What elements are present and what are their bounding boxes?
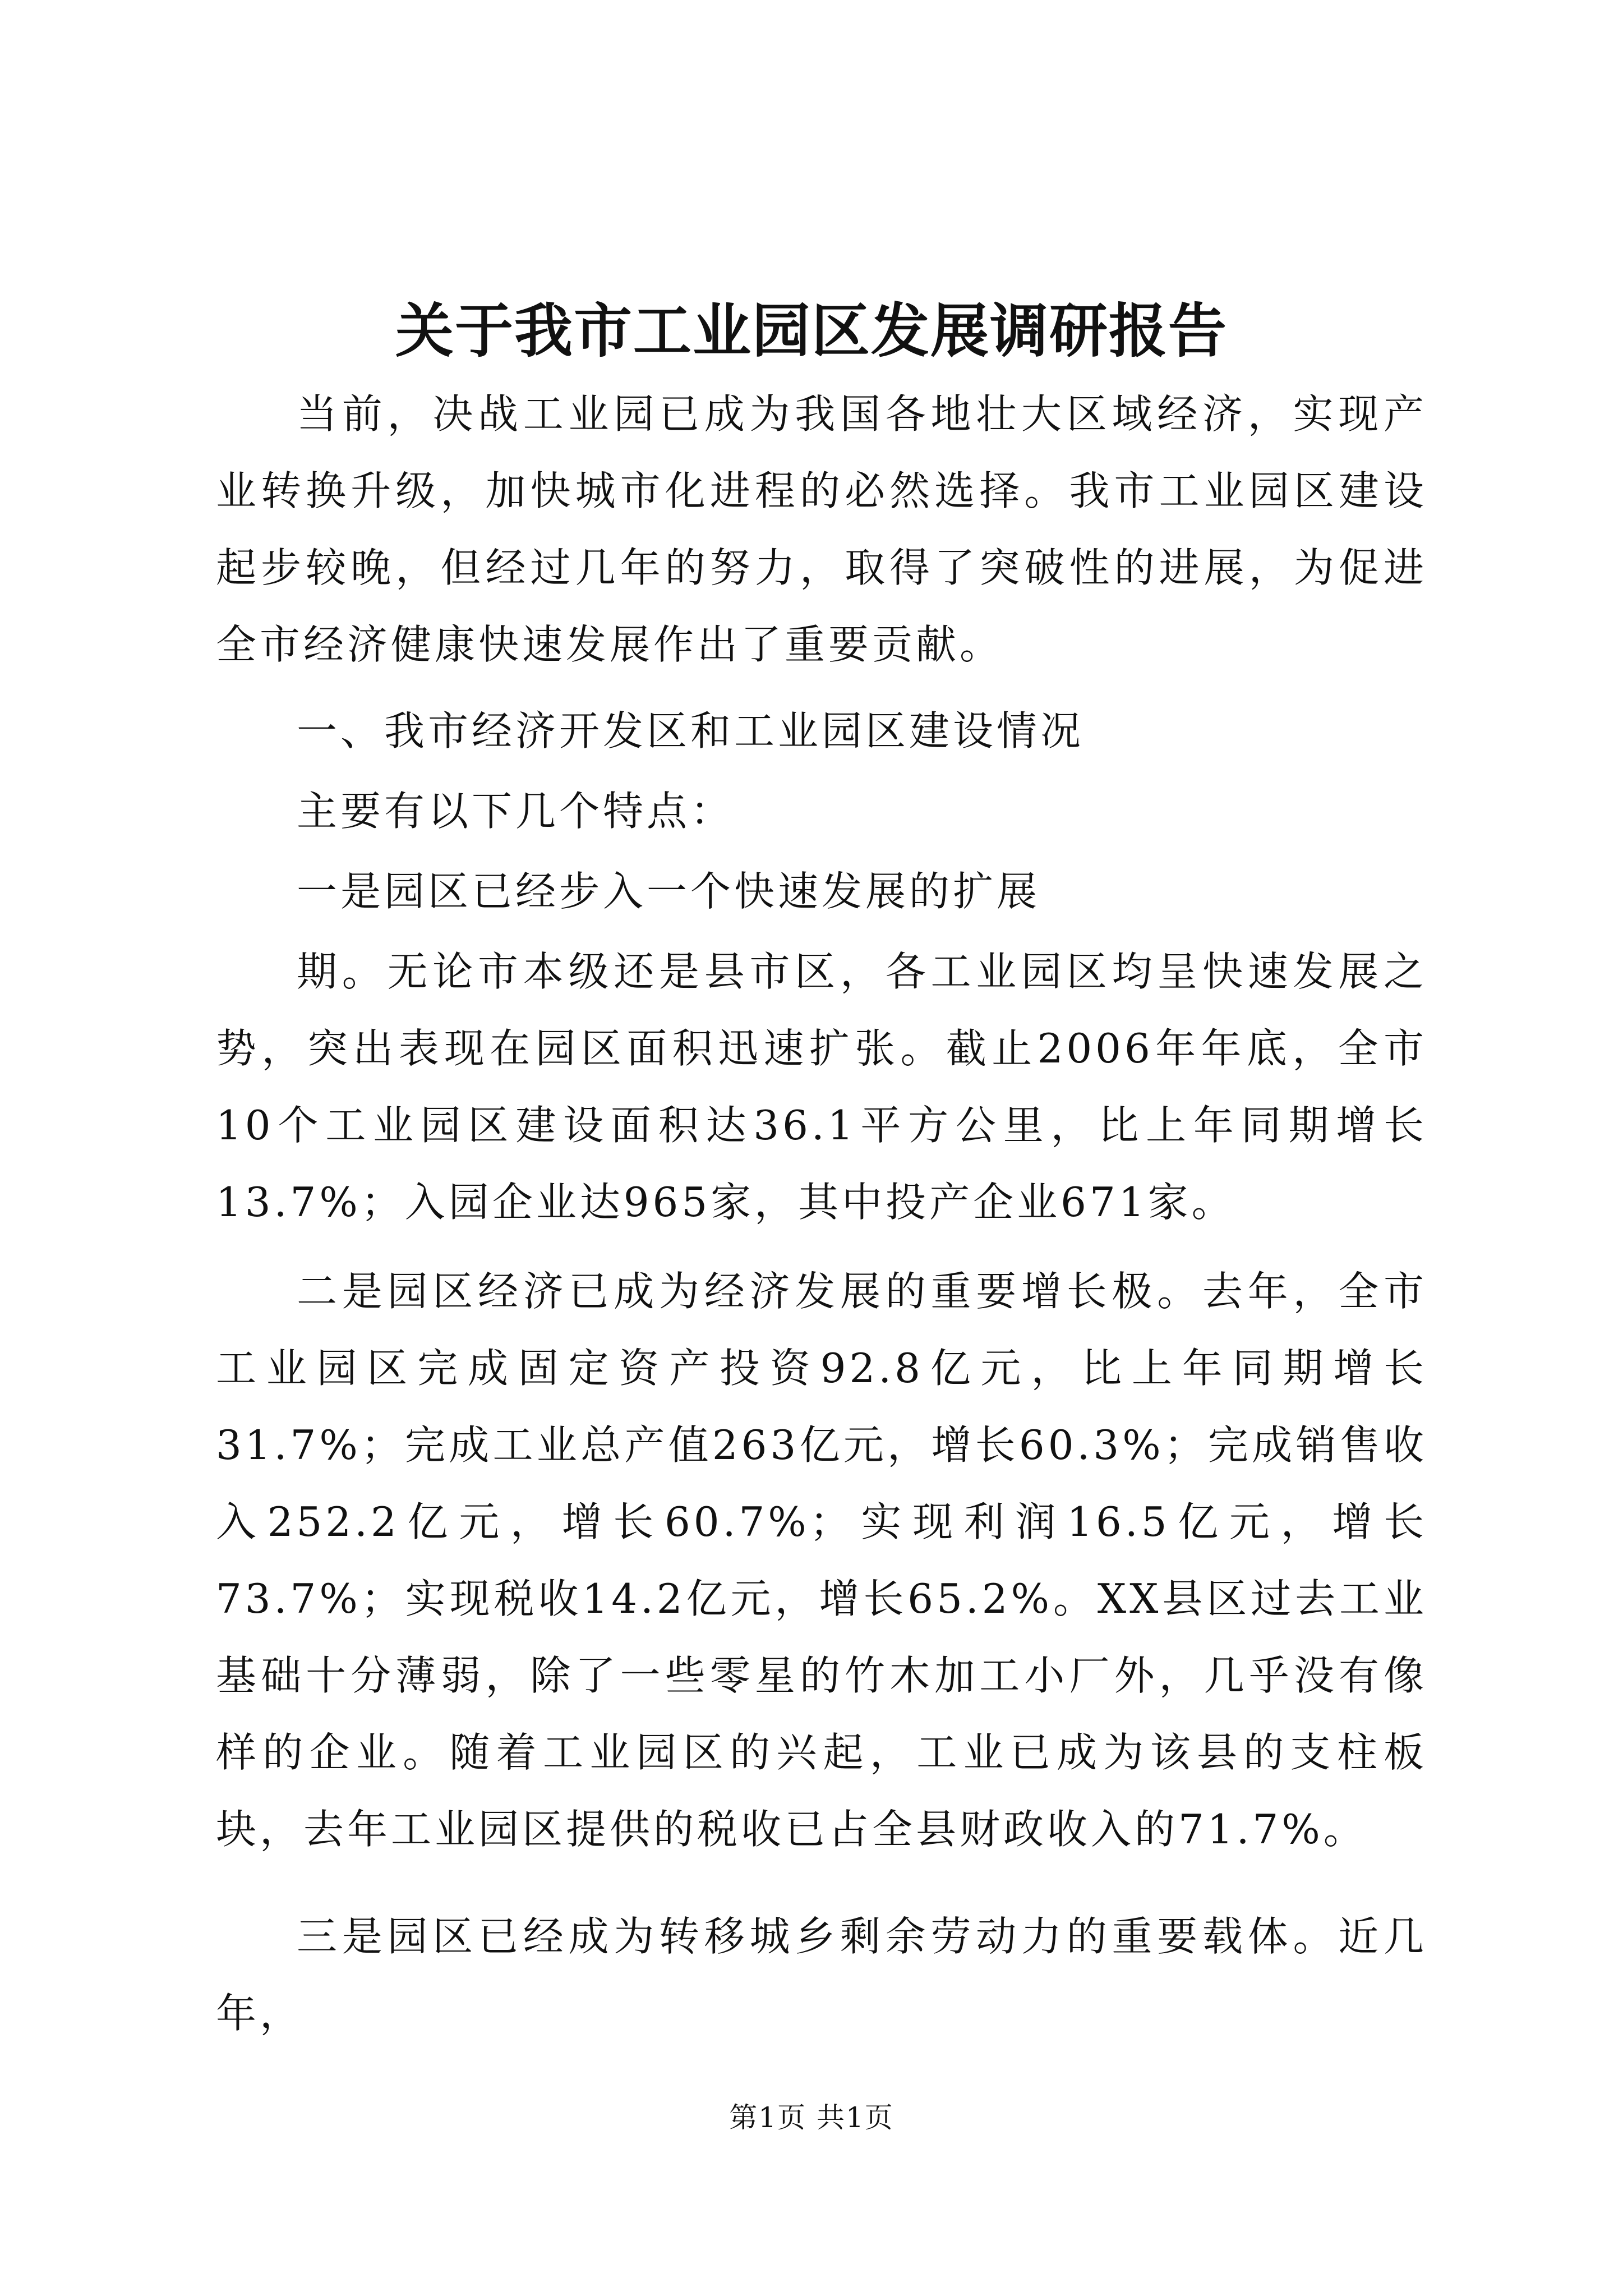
paragraph-point-1-heading: 一是园区已经步入一个快速发展的扩展 — [297, 868, 1041, 915]
page-footer: 第1页 共1页 — [729, 2101, 894, 2134]
paragraph-intro: 当前，决战工业园已成为我国各地壮大区域经济，实现产业转换升级，加快城市化进程的必然选择。我市工业园区建设起步较晚，但经过几年的努力，取得了突破性的进展，为促进全市经济健康快速发展作出了重要贡献。 — [216, 390, 1427, 668]
paragraph-point-2: 二是园区经济已成为经济发展的重要增长极。去年，全市工业园区完成固定资产投资92.8亿元，比上年同期增长31.7%；完成工业总产值263亿元，增长60.3%；完成销售收入252.2亿元，增长60.7%；实现利润16.5亿元，增长73.7%；实现税收14.2亿元，增长65.2%。XX县区过去工业基础十分薄弱，除了一些零星的竹木加工小厂外，几乎没有像样的企业。随着工业园区的兴起，工业已成为该县的支柱板块，去年工业园区提供的税收已占全县财政收入的71.7%。 — [216, 1268, 1427, 1853]
document-title: 关于我市工业园区发展调研报告 — [395, 296, 1228, 365]
paragraph-features-lead: 主要有以下几个特点： — [297, 788, 735, 835]
section-heading-1: 一、我市经济开发区和工业园区建设情况 — [297, 707, 1085, 754]
paragraph-point-3: 三是园区已经成为转移城乡剩余劳动力的重要载体。近几年， — [216, 1913, 1427, 2037]
paragraph-point-1-body: 期。无论市本级还是县市区，各工业园区均呈快速发展之势，突出表现在园区面积迅速扩张。截止2006年年底，全市10个工业园区建设面积达36.1平方公里，比上年同期增长13.7%；入园企业达965家，其中投产企业671家。 — [216, 948, 1427, 1226]
